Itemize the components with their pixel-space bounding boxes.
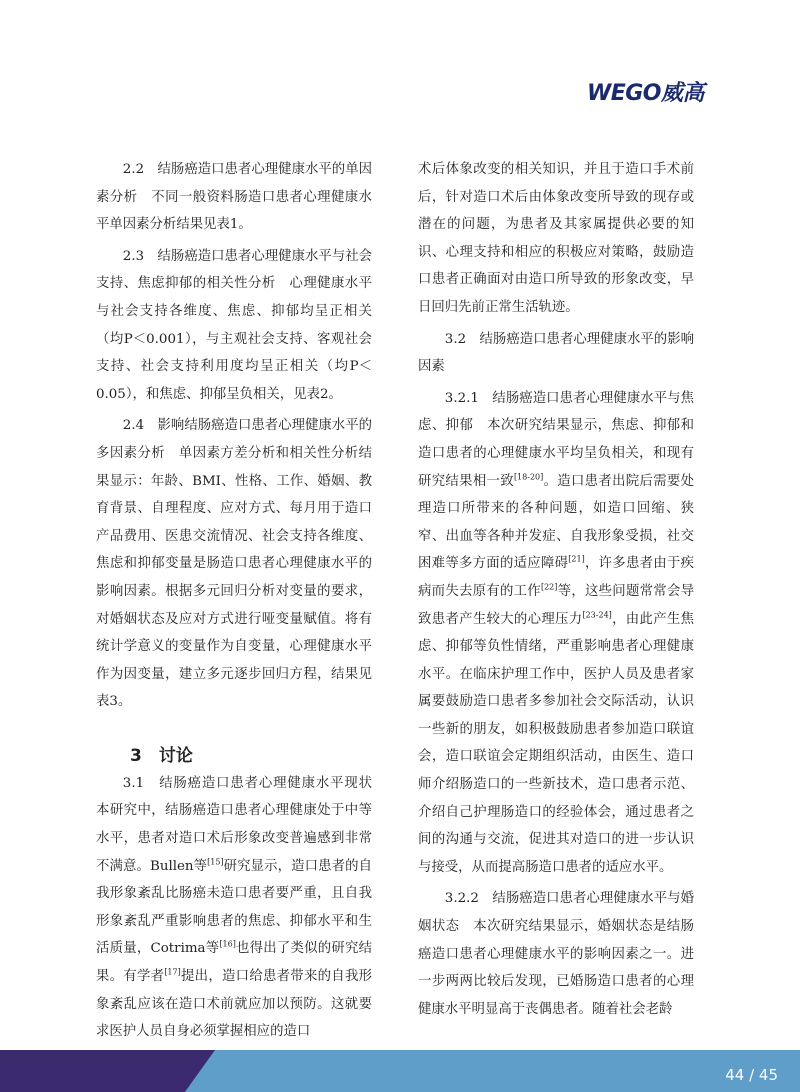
paragraph-3-1: 3.1 结肠癌造口患者心理健康水平现状 本研究中，结肠癌造口患者心理健康处于中等水平，患者对造口术后形象改变普遍感到非常不满意。Bullen等[15]研究显示，造口患者的自我形象紊乱比肠癌未造口患者要严重，且自我形象紊乱严重影响患者的焦虑、抑郁水平和生活质量，Cotrima等[16]也得出了类似的研究结果。有学者[17]提出，造口给患者带来的自我形象紊乱应该在造口术前就应加以预防。这就要求医护人员自身必须掌握相应的造口 [96, 775, 386, 1040]
footer-band-dark [0, 1050, 215, 1092]
paragraph-2-2: 2.2 结肠癌造口患者心理健康水平的单因素分析 不同一般资料肠造口患者心理健康水平单因素分析结果见表1。 [96, 162, 372, 233]
footer-bar [0, 1050, 800, 1092]
citation: [18-20] [513, 472, 544, 482]
paragraph-2-4: 2.4 影响结肠癌造口患者心理健康水平的多因素分析 单因素方差分析和相关性分析结果显示：年龄、BMI、性格、工作、婚姻、教育背景、自理程度、应对方式、每月用于造口产品费用、医患交流情况、社会支持各维度、焦虑和抑郁变量是肠造口患者心理健康水平的影响因素。根据多元回归分析对变量的要求，对婚姻状态及应对方式进行哑变量赋值。将有统计学意义的变量作为自变量，心理健康水平作为因变量，建立多元逐步回归方程，结果见表3。 [96, 418, 372, 710]
citation: [15] [207, 857, 224, 867]
paragraph-2-3: 2.3 结肠癌造口患者心理健康水平与社会支持、焦虑抑郁的相关性分析 心理健康水平与社会支持各维度、焦虑、抑郁均呈正相关（均P＜0.001），与主观社会支持、客观社会支持、社会支持利用度均呈正相关（均P＜0.05），和焦虑、抑郁呈负相关，见表2。 [96, 248, 372, 402]
citation: [17] [164, 967, 181, 977]
paragraph-3-2-1: 3.2.1 结肠癌造口患者心理健康水平与焦虑、抑郁 本次研究结果显示，焦虑、抑郁和造口患者的心理健康水平均呈负相关，和现有研究结果相一致[18-20]。造口患者出院后需要处理造口所带来的各种问题，如造口回缩、狭窄、出血等各种并发症、自我形象受损，社交困难等多方面的适应障碍[21]，许多患者由于疾病而失去原有的工作[22]等，这些问题常常会导致患者产生较大的心理压力[23-24]，由此产生焦虑、抑郁等负性情绪，严重影响患者心理健康水平。在临床护理工作中，医护人员及患者家属要鼓励造口患者多参加社会交际活动，认识一些新的朋友，如积极鼓励患者参加造口联谊会，造口联谊会定期组织活动，由医生、造口师介绍肠造口的一些新技术，造口患者示范、介绍自己护理肠造口的经验体会，通过患者之间的沟通与交流，促进其对造口的进一步认识与接受，从而提高肠造口患者的适应水平。 [418, 390, 695, 875]
brand-logo: WEGO威高 [586, 81, 704, 106]
citation: [16] [219, 939, 236, 949]
left-column [96, 156, 386, 1050]
section-heading-discussion: 3 讨论 [130, 745, 193, 766]
citation: [23-24] [582, 610, 612, 620]
page-number: 44 / 45 [725, 1066, 778, 1084]
paragraph-3-2-2: 3.2.2 结肠癌造口患者心理健康水平与婚姻状态 本次研究结果显示，婚姻状态是结肠癌造口患者心理健康水平的影响因素之一。进一步两两比较后发现，已婚肠造口患者的心理健康水平明显高于丧偶患者。随着社会老龄 [418, 891, 694, 1017]
citation: [21] [568, 554, 585, 564]
citation: [22] [540, 582, 558, 592]
paragraph-continued: 术后体象改变的相关知识，并且于造口手术前后，针对造口术后由体象改变所导致的现存或潜在的问题，为患者及其家属提供必要的知识、心理支持和相应的积极应对策略，鼓励造口患者正确面对由造口所导致的形象改变，早日回归先前正常生活轨迹。 [418, 162, 694, 315]
subsection-heading-3-2: 3.2 结肠癌造口患者心理健康水平的影响因素 [418, 331, 694, 375]
right-column [418, 156, 694, 1027]
